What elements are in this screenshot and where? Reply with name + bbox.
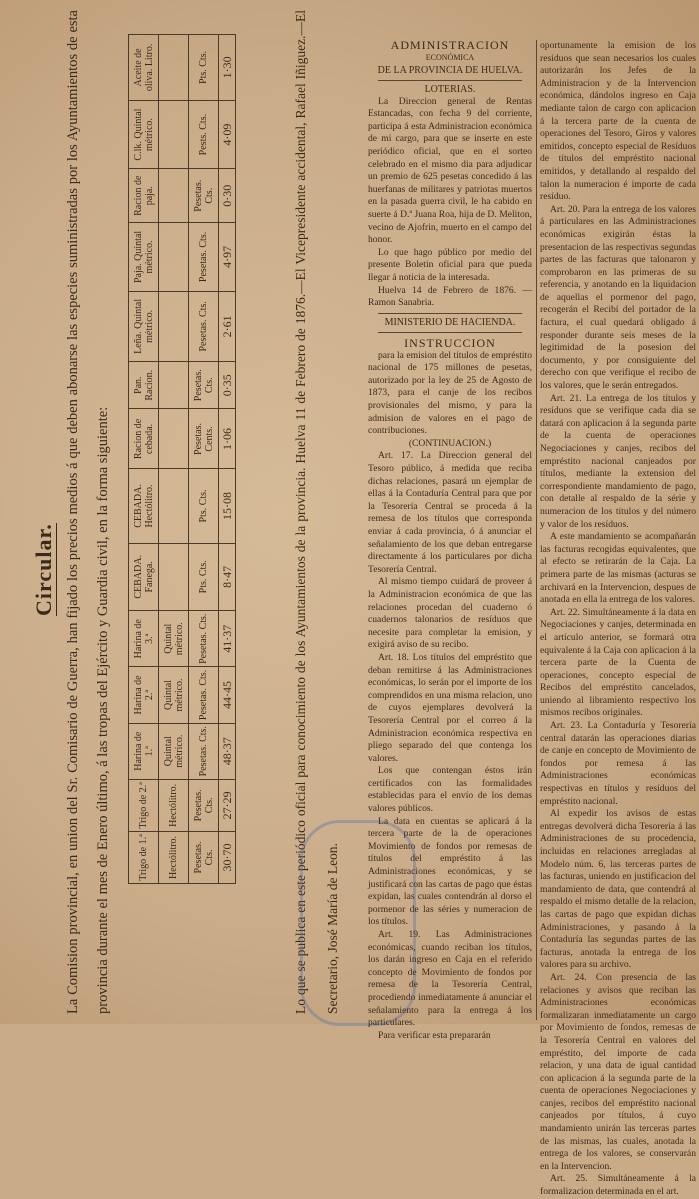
column-continuation (540, 40, 696, 1199)
article-23: Art. 23. La Contaduría y Tesorería central datarán las operaciones diarias de canje en concepto de Movimiento de fondos por remesa á las Administraciones económicas respectivas en títulos y resíduos del empréstito nacional. (540, 720, 696, 807)
table-unit: Pests. Cts. (189, 100, 219, 169)
table-unit: Pesetas. Cts. (189, 831, 219, 883)
table-value: 1·06 (219, 409, 236, 469)
table-unit: Pesetas. Cts. (189, 667, 219, 723)
table-sub: Quintal métrico. (159, 667, 189, 723)
table-sub: Hectólitro. (159, 779, 189, 831)
article-22: Art. 22. Simultáneamente á la data en Negociaciones y canjes, determinada en el artículo anterior, se formará otra equivalente á la Caja con aplicacion á la tercera parte de la Cuenta de operaciones, concepto especial de Recibos del empréstito cancelados, uniendo al libramiento respectivo los mismos recibos originales. (540, 606, 696, 719)
table-unit: Pesetas. Cents. (189, 409, 219, 469)
table-sub (159, 543, 189, 611)
section-instruccion: INSTRUCCION (404, 335, 496, 350)
table-value: 2·61 (219, 291, 236, 361)
article-20: Art. 20. Para la entrega de los valores á particulares en las Administraciones económicas exigirán éstas la presentacion de las respectivas segundas partes de las facturas que talonaron y comprobaron en las primeras de su referencia, y anotando en la liquidacion de aquellas el pormenor del pago, recogerán el Recibí del portador de la factura, el cual quedará obligado á responder durante seis meses de la legitimidad de la posesion del documento, y por consiguiente del derecho con que verifique el recibo de los valores, que le serán entregados. (540, 203, 696, 392)
table-header: Trigo de 1.ª (129, 831, 159, 883)
table-sub (159, 469, 189, 543)
table-value: 0·35 (219, 361, 236, 409)
article-25: Art. 25. Simultáneamente á la formalizacion determinada en el art. (540, 1173, 696, 1198)
article-18: Art. 18. Los títulos del empréstito que deban remitirse á las Administraciones económicas, lo serán por el importe de los comprendidos en una misma relacion, uno de cuyos ejemplares devolverá la Tesorería Central por el correo á la Administracion económica respectiva en pliego separado del que contenga los valores. (368, 651, 532, 764)
table-header: Harina de 3.ª (129, 611, 159, 667)
table-header-row (129, 35, 159, 884)
table-sub (159, 100, 189, 169)
table-value: 44·45 (219, 667, 236, 723)
paragraph: Al mismo tiempo cuidará de proveer á la Administracion económica de que las relaciones procedan del cuaderno ó cuadernos talonarios de resíduos que necesite para completar la emision, y exigirá aviso de su recibo. (368, 576, 532, 651)
table-sub (159, 35, 189, 101)
table-unit: Pesetas. Cts. (189, 169, 219, 223)
table-value: 4·97 (219, 223, 236, 292)
table-header: Trigo de 2.ª (129, 779, 159, 831)
table-values-row (219, 35, 236, 884)
table-units-row (189, 35, 219, 884)
table-sub: Quintal métrico. (159, 611, 189, 667)
paragraph: Los que contengan éstos irán certificados con las formalidades establecidas para el envío de los demas valores públicos. (368, 765, 532, 815)
circular-title: Circular. (31, 523, 56, 616)
table-unit: Pts. Cts. (189, 543, 219, 611)
table-value: 15·08 (219, 469, 236, 543)
table-unit: Pts. Cts. (189, 469, 219, 543)
continuacion-label: (CONTINUACION.) (408, 437, 492, 449)
table-sub (159, 169, 189, 223)
table-sub (159, 291, 189, 361)
table-value: 8·47 (219, 543, 236, 611)
section-ministerio: MINISTERIO DE HACIENDA. (384, 316, 516, 328)
table-unit: Pts. Cts. (189, 35, 219, 101)
table-header: Harina de 1.ª (129, 723, 159, 779)
table-sub: Quintal métrico. (159, 723, 189, 779)
column-administracion (368, 38, 532, 1042)
table-unit: Pesetas. Cts. (189, 723, 219, 779)
table-value: 48·37 (219, 723, 236, 779)
header-provincia: DE LA PROVINCIA DE HUELVA. (377, 64, 523, 76)
paragraph: Para verificar esta prepararán (378, 1029, 491, 1041)
table-header: C.lk. Quintal métrico. (129, 100, 159, 169)
article-17: Art. 17. La Direccion general del Tesoro público, á medida que reciba dichas relaciones, pasará un ejemplar de ellas á la Contaduría Central para que por la Tesorería Central se proceda á la remesa de los títulos que corresponda enviar á cada provincia, ó á anunciar el señalamiento de los que deban entregarse directamente á los particulares por dicha Tesorería Central. (368, 450, 532, 575)
article-19: Art. 19. Las Administraciones económicas, cuando reciban los títulos, los darán ingreso en Caja en el referido concepto de Movimiento de fondos por remesa de la Tesorería Central, procediendo inmediatamente á anunciar el señalamiento para la entrega á los particulares. (368, 929, 532, 1029)
prices-table (128, 34, 236, 884)
table-value: 1·30 (219, 35, 236, 101)
table-unit: Pesetas. Cts. (189, 779, 219, 831)
table-header: Leña. Quintal métrico. (129, 291, 159, 361)
divider (378, 332, 522, 333)
table-sub: Hectólitro. (159, 831, 189, 883)
paragraph: Al expedir los avisos de estas entregas devolverá dicha Tesorería á las Administraciones de su procedencia, incluidas en relaciones arregladas al Modelo núm. 6, las terceras partes de las facturas, uniendo en justificacion del mandamiento de data, que contendrá al respaldo el mismo detalle de la relacion, las cartas de pago que expidan dichas Administraciones, y pasando á la Contaduría las segundas partes de las facturas, anotada la entrega de los valores para su archivo. (540, 808, 696, 971)
column-divider (536, 40, 537, 1020)
divider (378, 80, 522, 81)
table-value: 0·30 (219, 169, 236, 223)
table-header: CEBADA. Hectólitro. (129, 469, 159, 543)
header-administracion: ADMINISTRACION (390, 38, 510, 52)
article-24: Art. 24. Con presencia de las relaciones y avisos que reciban las Administraciones económicas formalizaran inmediatamente un cargo por Movimiento de fondos, remesas de la Tesorería Central en valores del empréstito, del importe de cada relacion, y una data de igual cantidad con aplicacion á la segunda parte de la cuenta de operaciones Negociaciones y canjes, recibos del empréstito nacional canjeados por títulos, á cuyo mandamiento unirán las terceras partes de las mismas, las cuales, anotada la entrega de los valores, se conservarán en la Intervencion. (540, 971, 696, 1172)
signature: Huelva 14 de Febrero de 1876. —Ramon Sanabria. (368, 284, 532, 309)
table-header: Racion de paja. (129, 169, 159, 223)
table-header: Aceite de oliva. Litro. (129, 35, 159, 101)
paragraph: La Direccion general de Rentas Estancadas, con fecha 9 del corriente, participa á esta Administracion económica de mi cargo, para que se inserte en este periódico oficial, que en el sorteo celebrado en el mismo dia para adjudicar un premio de 625 pesetas concedido á las huerfanas de militares y patriotas muertos en la pasada guerra civil, le ha cabido en suerte á D.ª Juana Roa, hija de D. Meliton, vecino de Ajofrin, muerto en el campo del honor. (368, 95, 532, 246)
paragraph: Lo que hago público por medio del presente Boletin oficial para que pueda llegar á noticia de la interesada. (368, 246, 532, 283)
table-sub-row (159, 35, 189, 884)
table-unit: Pesetas. Cts. (189, 291, 219, 361)
divider (378, 313, 522, 314)
paragraph: La data en cuentas se aplicará á la tercera parte de la de operaciones Movimiento de fondos por remesas de títulos del empréstito á las Administraciones económicas, y se justificará con las cartas de pago que éstas expidan, las cuales contendrán al dorso el pormenor de las séries y numeracion de los títulos. (368, 815, 532, 928)
circular-footer: Lo que se publica en este periódico oficial para conocimiento de los Ayuntamientos de la provincia. Huelva 11 de Febrero de 1876.—El Vicepresidente accidental, Rafael Iñiguez.—El Secretario, José María de Leon. (293, 10, 340, 1014)
paragraph: para la emision del títulos de empréstito nacional de 175 millones de pesetas, autorizado por la ley de 25 de Agosto de 1873, para el canje de los recibos provisionales del mismo, y para la admision de valores en el pago de contribuciones. (368, 349, 532, 437)
circular-intro: La Comision provincial, en union del Sr. Comisario de Guerra, han fijado los precios medios á que deben abonarse las especies suministradas por los Ayuntamientos de esta provincia durante el mes de Enero último, á las tropas del Ejército y Guardia civil, en la forma siguiente: (65, 10, 111, 1014)
header-economica: ECONÓMICA (425, 53, 475, 62)
table-header: Paja. Quintal métrico. (129, 223, 159, 292)
article-21: Art. 21. La entrega de los títulos y resíduos que se verifique cada dia se datará con aplicacion á la segunda parte de la cuenta de operaciones Negociaciones y canjes, recibos del empréstito nacional canjeados por títulos, mediante la extension del correspondiente mandamiento de pago, con detalle al respaldo de la série y numeracion de los títulos y del número y valor de los resíduos. (540, 392, 696, 530)
table-sub (159, 361, 189, 409)
paragraph: A este mandamiento se acompañarán las facturas recogidas equivalentes, que al efecto se retirarán de la Caja. La primera parte de las mismas (acturas se archivará en la Intervencion, despues de anotada en ella la entrega de los valores. (540, 531, 696, 606)
table-header: CEBADA. Fanega. (129, 543, 159, 611)
table-unit: Pesetas. Cts. (189, 223, 219, 292)
table-unit: Pesetas. Cts. (189, 361, 219, 409)
table-value: 27·29 (219, 779, 236, 831)
table-value: 41·37 (219, 611, 236, 667)
paragraph: oportunamente la emision de los resíduos que sean necesarios los cuales autorizarán los Jefes de la Administracion y de la Intervencion económica, dándolos ingreso en Caja mediante talon de cargo con aplicacion á la tercera parte de la cuenta de operaciones del Tesoro, Giros y valores emitidos, concepto especial de Resíduos de títulos del empréstito nacional emitidos, y detallando al respaldo del talon la numeracion é importe de cada resíduo. (540, 40, 696, 203)
table-unit: Pesetas. Cts. (189, 611, 219, 667)
table-sub (159, 409, 189, 469)
table-header: Pan. Racion. (129, 361, 159, 409)
table-value: 30·70 (219, 831, 236, 883)
table-header: Harina de 2.ª (129, 667, 159, 723)
section-loterias: LOTERIAS. (424, 83, 476, 95)
table-header: Racion de cebada. (129, 409, 159, 469)
table-value: 4·09 (219, 100, 236, 169)
table-sub (159, 223, 189, 292)
